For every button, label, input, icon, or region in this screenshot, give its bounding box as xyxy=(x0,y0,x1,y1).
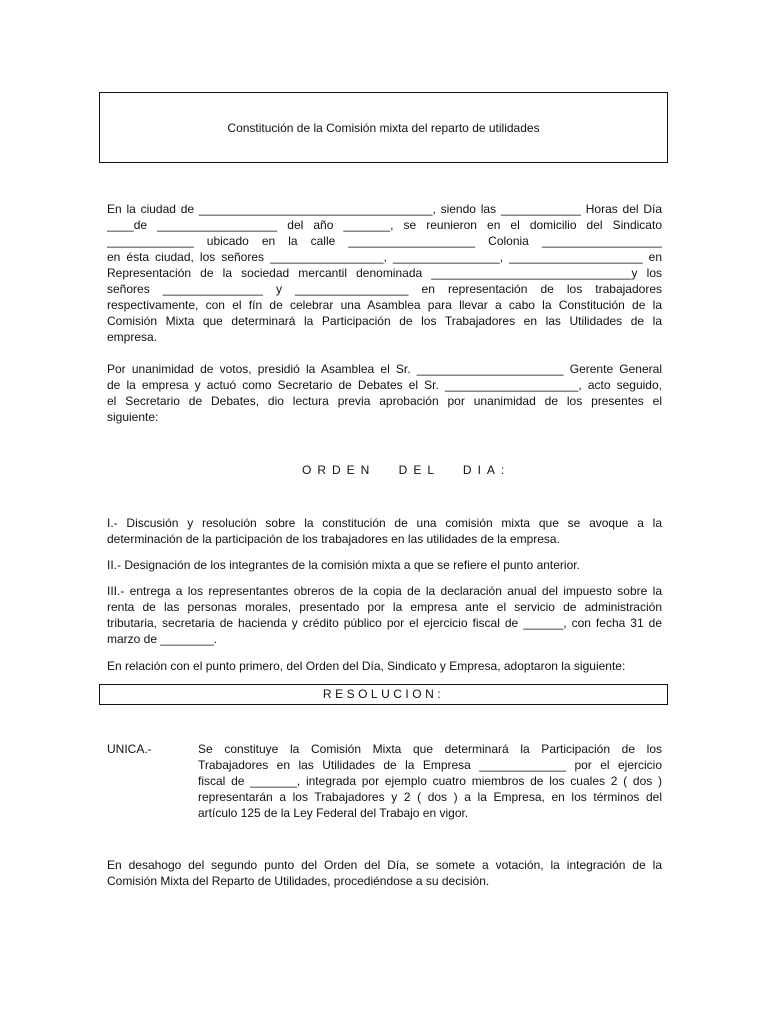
opening-paragraph xyxy=(107,201,662,345)
paragraph-line: el Secretario de Debates, dio lectura previa aprobación por unanimidad de los presentes el xyxy=(107,394,662,408)
unica-body xyxy=(198,741,662,821)
agenda-item-3 xyxy=(107,583,662,647)
paragraph-line: ____de __________________ del año _______, se reunieron en el domicilio del Sindicato xyxy=(107,218,662,232)
paragraph-line: Representación de la sociedad mercantil denominada ______________________________y los xyxy=(107,266,662,280)
paragraph-line: I.- Discusión y resolución sobre la constitución de una comisión mixta que se avoque a la xyxy=(107,516,662,530)
paragraph-line: representarán a los Trabajadores y 2 ( dos ) a la Empresa, en los términos del xyxy=(198,790,662,804)
presidency-paragraph xyxy=(107,361,662,425)
paragraph-line: Comisión Mixta que determinará la Participación de los Trabajadores en las Utilidades de la xyxy=(107,314,662,328)
agenda-item-1 xyxy=(107,515,662,547)
paragraph-line: Por unanimidad de votos, presidió la Asamblea el Sr. ______________________ Gerente General xyxy=(107,362,662,376)
paragraph-line: tributaria, secretaria de hacienda y crédito público por el ejercicio fiscal de ______, con fecha 31 de xyxy=(107,616,662,630)
document-title: Constitución de la Comisión mixta del reparto de utilidades xyxy=(227,120,540,135)
paragraph-line: En desahogo del segundo punto del Orden del Día, se somete a votación, la integración de la xyxy=(107,858,662,872)
agenda-item-2 xyxy=(107,557,662,573)
paragraph-line: fiscal de _______, integrada por ejemplo cuatro miembros de los cuales 2 ( dos ) xyxy=(198,774,662,788)
paragraph-line: en ésta ciudad, los señores _________________, ________________, ____________________ en xyxy=(107,250,662,264)
orden-del-dia-heading: ORDEN DEL DIA: xyxy=(302,463,511,477)
unica-label: UNICA.- xyxy=(107,742,152,756)
paragraph-line: En la ciudad de ___________________________________, siendo las ____________ Horas del Día xyxy=(107,202,662,216)
paragraph-line: respectivamente, con el fín de celebrar una Asamblea para llevar a cabo la Constitución de la xyxy=(107,298,662,312)
paragraph-line: Comisión Mixta del Reparto de Utilidades, procediéndose a su decisión. xyxy=(107,874,490,888)
resolucion-heading: RESOLUCION: xyxy=(99,684,668,705)
paragraph-line: empresa. xyxy=(107,330,158,344)
title-box xyxy=(99,92,668,163)
desahogo-paragraph xyxy=(107,857,662,889)
paragraph-line: renta de las personas morales, presentado por la empresa ante el servicio de administración xyxy=(107,600,662,614)
relacion-paragraph xyxy=(107,658,662,674)
paragraph-line: Se constituye la Comisión Mixta que determinará la Participación de los xyxy=(198,742,662,756)
paragraph-line: III.- entrega a los representantes obreros de la copia de la declaración anual del impuesto sobre la xyxy=(107,584,662,598)
paragraph-line: artículo 125 de la Ley Federal del Trabajo en vigor. xyxy=(198,806,469,820)
paragraph-line: marzo de ________. xyxy=(107,632,218,646)
paragraph-line: _____________ ubicado en la calle ___________________ Colonia __________________ xyxy=(107,234,662,248)
paragraph-line: señores _______________ y _________________ en representación de los trabajadores xyxy=(107,282,662,296)
paragraph-line: Trabajadores en las Utilidades de la Empresa _____________ por el ejercicio xyxy=(198,758,662,772)
paragraph-line: determinación de la participación de los trabajadores en las utilidades de la empresa. xyxy=(107,532,560,546)
paragraph-line: En relación con el punto primero, del Orden del Día, Sindicato y Empresa, adoptaron la siguiente: xyxy=(107,659,626,673)
paragraph-line: II.- Designación de los integrantes de la comisión mixta a que se refiere el punto anterior. xyxy=(107,558,580,572)
paragraph-line: de la empresa y actuó como Secretario de Debates el Sr. ____________________, acto seguido, xyxy=(107,378,662,392)
paragraph-line: siguiente: xyxy=(107,410,159,424)
